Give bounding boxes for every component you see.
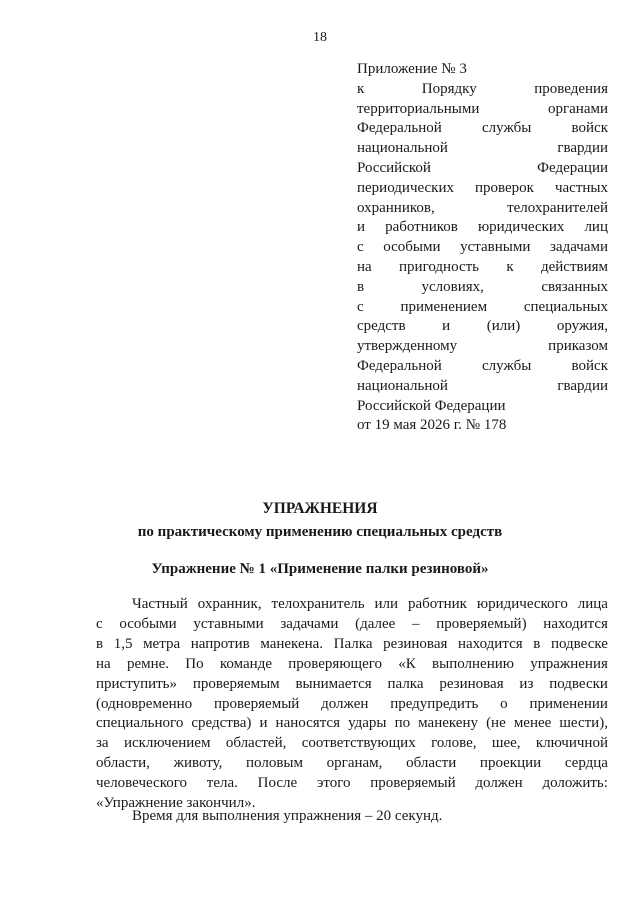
appendix-word: пригодность (399, 258, 480, 275)
paragraph-word: подвески (549, 675, 608, 692)
paragraph-word: о (500, 695, 508, 712)
appendix-word: и (357, 219, 366, 236)
paragraph-word: применении (529, 695, 608, 712)
paragraph-word: этого (316, 775, 351, 792)
paragraph-word: на (96, 655, 111, 672)
appendix-line (357, 397, 608, 417)
paragraph-word: задачами (280, 615, 339, 632)
appendix-line (357, 100, 608, 120)
appendix-block (357, 60, 608, 436)
paragraph-word: тела. (206, 775, 238, 792)
appendix-word: службы (482, 357, 532, 374)
appendix-word: приказом (548, 338, 608, 355)
paragraph-line (96, 675, 608, 695)
appendix-word: Федеральной (357, 120, 442, 137)
appendix-line (357, 278, 608, 298)
paragraph-word: «Упражнение закончил». (96, 795, 256, 812)
paragraph-word: манекена. (260, 635, 324, 652)
paragraph-word: команде (219, 655, 272, 672)
paragraph-word: голове, (431, 735, 477, 752)
appendix-word: Федерации (537, 159, 608, 176)
paragraph-word: должен (475, 775, 523, 792)
document-title: УПРАЖНЕНИЯ (262, 500, 378, 517)
paragraph-word: специального (96, 715, 184, 732)
appendix-word: службы (482, 120, 532, 137)
paragraph-word: шести), (559, 715, 608, 732)
paragraph-word: резиновая (383, 635, 448, 652)
paragraph-word: выполнению (432, 655, 514, 672)
paragraph-word: шее, (491, 735, 521, 752)
paragraph-word: работник (407, 596, 467, 612)
appendix-word: связанных (541, 278, 608, 295)
paragraph-word: в (96, 635, 104, 652)
appendix-word: задачами (549, 239, 608, 256)
paragraph-word: упражнения (530, 655, 608, 672)
paragraph-line (96, 655, 608, 675)
paragraph-word: (одновременно (96, 695, 193, 712)
paragraph-word: находится (457, 635, 523, 652)
document-subtitle: по практическому применению специальных средств (137, 524, 503, 540)
paragraph-word: менее (513, 715, 552, 732)
paragraph-word: уставными (193, 615, 264, 632)
page-number: 18 (313, 30, 327, 45)
exercise-paragraph (96, 595, 608, 814)
appendix-word: специальных (523, 298, 608, 315)
paragraph-word: телохранитель (271, 596, 365, 612)
paragraph-word: приступить» (96, 675, 178, 692)
appendix-word: уставными (460, 239, 531, 256)
appendix-line (357, 357, 608, 377)
paragraph-word: По (185, 655, 204, 672)
paragraph-word: доложить: (542, 775, 608, 792)
paragraph-word: или (374, 596, 399, 612)
appendix-word: оружия, (556, 318, 608, 335)
exercise-time-limit: Время для выполнения упражнения – 20 секунд. (132, 808, 443, 824)
appendix-word: национальной (357, 140, 448, 157)
paragraph-word: животу, (173, 755, 223, 772)
paragraph-line (96, 695, 608, 715)
appendix-word: к (506, 258, 514, 275)
paragraph-word: юридического (476, 596, 568, 612)
paragraph-word: вынимается (295, 675, 372, 692)
paragraph-word: проверяемый (370, 775, 456, 792)
paragraph-line (96, 595, 608, 615)
paragraph-word: органам, (326, 755, 383, 772)
appendix-word: (или) (486, 318, 521, 335)
paragraph-line (96, 774, 608, 794)
paragraph-word: находится (543, 615, 608, 632)
appendix-line (357, 416, 608, 436)
appendix-word: с (357, 298, 364, 315)
appendix-word: войск (571, 357, 608, 374)
appendix-word: от 19 мая 2026 г. № 178 (357, 417, 507, 434)
appendix-word: и (442, 318, 451, 335)
paragraph-line (96, 754, 608, 774)
appendix-word: территориальными (357, 100, 480, 117)
appendix-word: действиям (540, 258, 608, 275)
appendix-line (357, 258, 608, 278)
appendix-word: охранников, (357, 199, 435, 216)
appendix-word: лиц (584, 219, 608, 236)
appendix-word: частных (554, 179, 608, 196)
paragraph-word: должен (321, 695, 369, 712)
paragraph-word: за (96, 735, 109, 752)
paragraph-word: области, (96, 755, 150, 772)
appendix-line (357, 179, 608, 199)
paragraph-line (96, 635, 608, 655)
appendix-word: на (357, 258, 372, 275)
appendix-word: работников (385, 219, 458, 236)
paragraph-word: манекену (418, 715, 478, 732)
appendix-line (357, 119, 608, 139)
appendix-word: национальной (357, 377, 448, 394)
appendix-word: применением (400, 298, 488, 315)
appendix-line (357, 238, 608, 258)
paragraph-word: Частный (132, 596, 188, 612)
paragraph-word: удары (348, 715, 387, 732)
paragraph-word: «К (398, 655, 416, 672)
paragraph-word: (не (486, 715, 506, 732)
paragraph-word: особыми (119, 615, 177, 632)
appendix-word: средств (357, 318, 406, 335)
appendix-line (357, 377, 608, 397)
appendix-word: утвержденному (357, 338, 458, 355)
paragraph-word: областей, (225, 735, 287, 752)
appendix-word: к (357, 80, 365, 97)
appendix-word: органами (547, 100, 608, 117)
appendix-word: Приложение № 3 (357, 61, 467, 77)
paragraph-word: подвеске (550, 635, 608, 652)
appendix-word: телохранителей (507, 199, 608, 216)
paragraph-word: резиновая (439, 675, 504, 692)
paragraph-word: соответствующих (301, 735, 416, 752)
paragraph-line (96, 714, 608, 734)
appendix-line (357, 159, 608, 179)
paragraph-word: проверяемым (192, 675, 280, 692)
appendix-word: Российской (357, 159, 431, 176)
paragraph-word: ключичной (535, 735, 608, 752)
paragraph-word: проверяемый) (436, 615, 527, 632)
paragraph-word: (далее (355, 615, 396, 632)
paragraph-word: метра (143, 635, 181, 652)
appendix-word: условиях, (421, 278, 484, 295)
paragraph-word: проверяющего (288, 655, 383, 672)
paragraph-word: человеческого (96, 775, 188, 792)
appendix-word: Федеральной (357, 357, 442, 374)
paragraph-word: наносятся (275, 715, 340, 732)
appendix-line (357, 60, 608, 80)
paragraph-word: После (257, 775, 298, 792)
appendix-word: проверок (475, 179, 534, 196)
paragraph-word: средства) (191, 715, 252, 732)
paragraph-word: половым (246, 755, 303, 772)
paragraph-word: области (406, 755, 457, 772)
appendix-word: гвардии (557, 140, 608, 157)
paragraph-word: напротив (190, 635, 250, 652)
appendix-line (357, 218, 608, 238)
appendix-word: периодических (357, 179, 454, 196)
paragraph-word: по (394, 715, 411, 732)
paragraph-word: 1,5 (113, 635, 133, 652)
paragraph-word: исключением (123, 735, 211, 752)
appendix-word: особыми (383, 239, 441, 256)
appendix-word: Порядку (421, 80, 477, 97)
appendix-word: в (357, 278, 365, 295)
appendix-word: гвардии (557, 377, 608, 394)
paragraph-word: Палка (333, 635, 373, 652)
appendix-line (357, 337, 608, 357)
appendix-line (357, 317, 608, 337)
paragraph-word: из (519, 675, 534, 692)
paragraph-word: лица (577, 596, 608, 612)
paragraph-word: палка (387, 675, 424, 692)
paragraph-word: ремне. (126, 655, 170, 672)
appendix-word: войск (571, 120, 608, 137)
appendix-line (357, 298, 608, 318)
paragraph-word: – (412, 615, 420, 632)
paragraph-line (96, 615, 608, 635)
appendix-word: проведения (534, 80, 608, 97)
paragraph-word: проекции (479, 755, 542, 772)
paragraph-word: сердца (564, 755, 608, 772)
paragraph-word: и (259, 715, 268, 732)
paragraph-word: в (533, 635, 541, 652)
paragraph-line (96, 734, 608, 754)
appendix-word: с (357, 239, 364, 256)
appendix-word: юридических (477, 219, 565, 236)
exercise-heading: Упражнение № 1 «Применение палки резиновой» (151, 561, 489, 577)
paragraph-word: охранник, (197, 596, 262, 612)
paragraph-word: проверяемый (213, 695, 300, 712)
appendix-word: Российской Федерации (357, 397, 506, 414)
paragraph-word: предупредить (390, 695, 479, 712)
appendix-line (357, 199, 608, 219)
appendix-line (357, 139, 608, 159)
appendix-line (357, 80, 608, 100)
paragraph-word: с (96, 615, 103, 632)
